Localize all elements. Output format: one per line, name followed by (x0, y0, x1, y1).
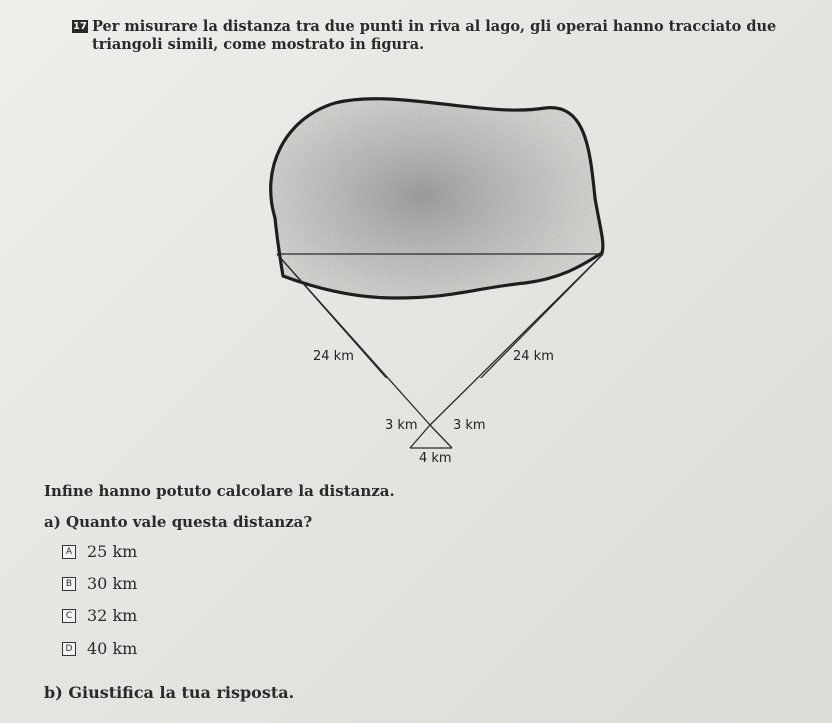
option-text-a: 25 km (87, 542, 138, 561)
exercise-number: 17 (73, 21, 87, 32)
option-d[interactable] (62, 639, 137, 658)
small-base-label: 4 km (419, 451, 452, 466)
option-text-d: 40 km (87, 639, 138, 658)
small-left-label: 3 km (385, 418, 418, 433)
lake-figure (255, 88, 625, 466)
conclusion-text: Infine hanno potuto calcolare la distanza. (44, 482, 395, 500)
question-a: a) Quanto vale questa distanza? (44, 513, 313, 531)
option-b[interactable] (62, 574, 137, 593)
option-letter-a: A (62, 545, 76, 559)
option-text-c: 32 km (87, 606, 138, 625)
right-side-label: 24 km (513, 349, 554, 364)
option-text-b: 30 km (87, 574, 138, 593)
question-b: b) Giustifica la tua risposta. (44, 683, 295, 702)
small-triangle (255, 88, 625, 468)
option-a[interactable] (62, 542, 137, 561)
small-right-label: 3 km (453, 418, 486, 433)
exercise-intro: Per misurare la distanza tra due punti in riva al lago, gli operai hanno tracciato due triangoli simili, come mostrato in figura. (92, 18, 777, 53)
option-c[interactable] (62, 606, 137, 625)
left-side-label: 24 km (313, 349, 354, 364)
option-letter-c: C (62, 609, 76, 623)
option-letter-b: B (62, 577, 76, 591)
option-letter-d: D (62, 642, 76, 656)
